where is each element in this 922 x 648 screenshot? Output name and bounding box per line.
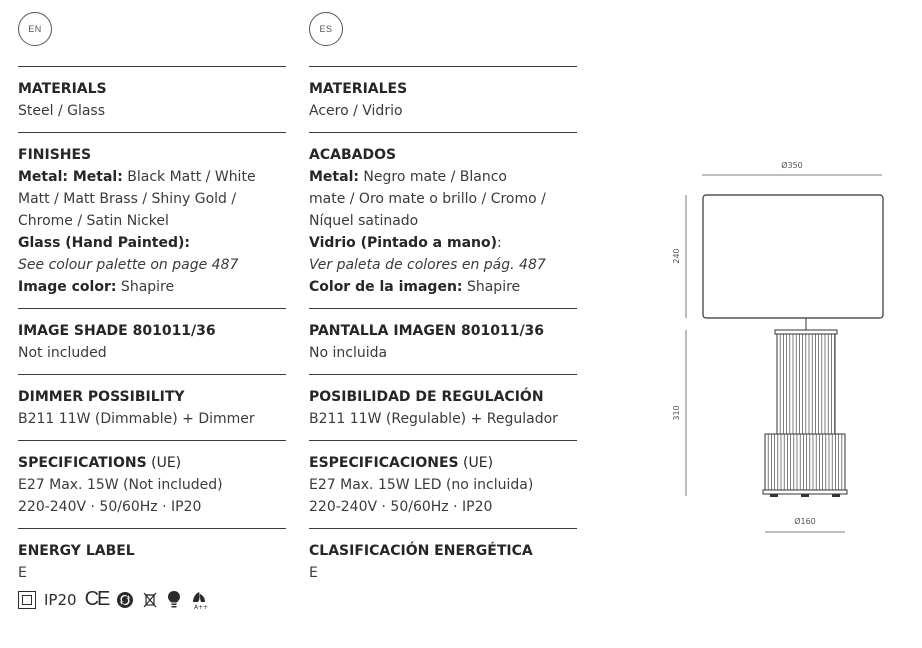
materiales-section [309, 66, 577, 132]
image-color-label: Color de la imagen: [309, 279, 463, 295]
materials-heading: MATERIALS [18, 81, 107, 97]
finishes-section [18, 132, 286, 308]
especificaciones-heading [309, 452, 577, 474]
metal-finish-line: Matt / Matt Brass / Shiny Gold / [18, 191, 237, 207]
regulacion-value: B211 11W (Regulable) + Regulador [309, 411, 558, 427]
lower-fluted-body [768, 434, 845, 490]
foot [832, 494, 840, 497]
pantalla-heading: PANTALLA IMAGEN 801011/36 [309, 323, 545, 339]
metal-label: Metal: Metal: [18, 169, 123, 185]
glass-note [18, 254, 286, 276]
metal-finish-line: Negro mate / Blanco [358, 169, 508, 185]
image-shade-section [18, 308, 286, 374]
materials-value: Steel / Glass [18, 103, 106, 119]
image-color-value: Shapire [116, 279, 175, 295]
glass-label: Vidrio (Pintado a mano) [309, 235, 498, 251]
bulb-icon [166, 590, 182, 610]
materials-section [18, 66, 286, 132]
especificaciones-section [309, 440, 577, 528]
certification-icons [18, 588, 286, 611]
lamp-technical-drawing [662, 150, 922, 550]
language-badge-en: EN [18, 12, 52, 46]
ce-mark-icon: CE [84, 588, 109, 610]
glass-finish [309, 232, 577, 254]
clasificacion-section [309, 528, 577, 594]
specifications-heading [18, 452, 286, 474]
spec-line: E27 Max. 15W LED (no incluida) [309, 477, 534, 493]
dimmer-heading: DIMMER POSSIBILITY [18, 389, 185, 405]
dimmer-section [18, 374, 286, 440]
foot [801, 494, 809, 497]
image-color-label: Image color: [18, 279, 117, 295]
spec-line: 220-240V · 50/60Hz · IP20 [18, 499, 202, 515]
especificaciones-heading-sub: (UE) [458, 455, 494, 471]
specifications-heading-sub: (UE) [146, 455, 182, 471]
glass-note-text: Ver paleta de colores en pág. 487 [309, 257, 546, 273]
metal-finish-line: mate / Oro mate o brillo / Cromo / [309, 191, 546, 207]
image-color [18, 276, 286, 298]
spanish-column [309, 66, 577, 594]
base-diameter-label: Ø160 [794, 517, 816, 526]
weee-bin-icon [142, 591, 158, 609]
base-height-label: 310 [672, 405, 681, 421]
especificaciones-heading-text: ESPECIFICACIONES [309, 455, 459, 471]
english-column [18, 66, 286, 621]
specifications-section [18, 440, 286, 528]
lamp-shade [703, 195, 883, 318]
dimmer-value: B211 11W (Dimmable) + Dimmer [18, 411, 255, 427]
acabados-section [309, 132, 577, 308]
metal-finishes [309, 166, 577, 188]
metal-finishes [18, 166, 286, 188]
glass-label: Glass (Hand Painted): [18, 235, 191, 251]
base-plate [763, 490, 847, 494]
metal-label: Metal: [309, 169, 359, 185]
finishes-heading: FINISHES [18, 147, 92, 163]
class-ii-insulation-icon [18, 591, 36, 609]
energy-class-icon [190, 590, 208, 610]
lamp-drawing-svg [662, 150, 922, 550]
image-color [309, 276, 577, 298]
glass-finish [18, 232, 286, 254]
regulacion-section [309, 374, 577, 440]
ip-rating: IP20 [44, 590, 77, 609]
pantalla-section [309, 308, 577, 374]
energy-label-section [18, 528, 286, 621]
upper-fluted-body [780, 334, 834, 434]
pantalla-value: No incluida [309, 345, 388, 361]
glass-note-text: See colour palette on page 487 [18, 257, 239, 273]
svg-text:A++: A++ [194, 603, 209, 610]
shade-diameter-label: Ø350 [781, 161, 803, 170]
shade-height-label: 240 [672, 248, 681, 264]
lower-body-outline [765, 434, 845, 490]
regulacion-heading: POSIBILIDAD DE REGULACIÓN [309, 389, 544, 405]
metal-finish-line: Níquel satinado [309, 213, 419, 229]
energy-label-value: E [18, 565, 27, 581]
image-shade-heading: IMAGE SHADE 801011/36 [18, 323, 216, 339]
spec-line: E27 Max. 15W (Not included) [18, 477, 223, 493]
glass-note [309, 254, 577, 276]
metal-finish-line: Chrome / Satin Nickel [18, 213, 169, 229]
image-color-value: Shapire [462, 279, 521, 295]
recycle-icon [116, 591, 134, 609]
specifications-heading-text: SPECIFICATIONS [18, 455, 147, 471]
metal-finish-line: Black Matt / White [122, 169, 256, 185]
clasificacion-heading: CLASIFICACIÓN ENERGÉTICA [309, 543, 533, 559]
materiales-heading: MATERIALES [309, 81, 408, 97]
acabados-heading: ACABADOS [309, 147, 397, 163]
base-top-cap [775, 330, 837, 334]
glass-colon: : [497, 235, 502, 251]
image-shade-value: Not included [18, 345, 107, 361]
clasificacion-value: E [309, 565, 318, 581]
materiales-value: Acero / Vidrio [309, 103, 403, 119]
foot [770, 494, 778, 497]
spec-line: 220-240V · 50/60Hz · IP20 [309, 499, 493, 515]
language-badge-es: ES [309, 12, 343, 46]
energy-label-heading: ENERGY LABEL [18, 543, 135, 559]
